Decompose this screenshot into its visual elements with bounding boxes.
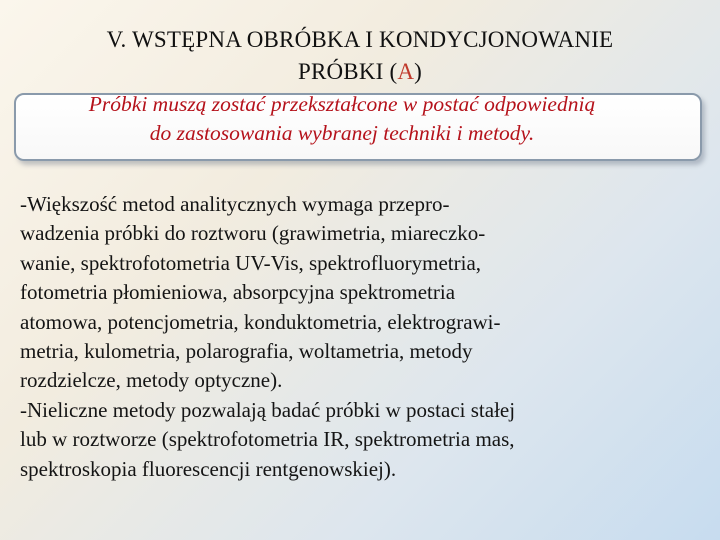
paragraph-1-line: wadzenia próbki do roztworu (grawimetria, miareczko- bbox=[20, 221, 486, 246]
title-line-2 bbox=[20, 56, 700, 88]
paragraph-1-line: metria, kulometria, polarografia, woltametria, metody bbox=[20, 339, 473, 364]
paragraph-1-line: atomowa, potencjometria, konduktometria, elektrograwi- bbox=[20, 309, 501, 334]
paragraph-1-line: -Większość metod analitycznych wymaga przepro- bbox=[20, 192, 450, 216]
title-accent-letter: A bbox=[397, 59, 415, 84]
title-line-2-prefix: PRÓBKI ( bbox=[297, 59, 398, 84]
paragraph-2-line: spektroskopia fluorescencji rentgenowskiej). bbox=[20, 456, 397, 481]
paragraph-2 bbox=[20, 396, 686, 484]
paragraph-2-line: -Nieliczne metody pozwalają badać próbki w postaci stałej bbox=[20, 397, 516, 422]
callout-line-1: Próbki muszą zostać przekształcone w postać odpowiednią bbox=[88, 92, 596, 116]
callout-line-2: do zastosowania wybranej techniki i metody. bbox=[149, 121, 535, 145]
callout-text bbox=[0, 90, 684, 148]
slide-title bbox=[20, 24, 700, 88]
title-line-1: V. WSTĘPNA OBRÓBKA I KONDYCJONOWANIE bbox=[106, 27, 614, 52]
paragraph-1 bbox=[20, 190, 686, 396]
paragraph-1-line: wanie, spektrofotometria UV-Vis, spektrofluorymetria, bbox=[20, 250, 482, 275]
paragraph-1-line: fotometria płomieniowa, absorpcyjna spektrometria bbox=[20, 280, 456, 305]
body-text bbox=[20, 190, 686, 484]
title-line-2-suffix: ) bbox=[414, 59, 423, 84]
paragraph-1-line: rozdzielcze, metody optyczne). bbox=[20, 368, 283, 393]
paragraph-2-line: lub w roztworze (spektrofotometria IR, spektrometria mas, bbox=[20, 427, 515, 452]
